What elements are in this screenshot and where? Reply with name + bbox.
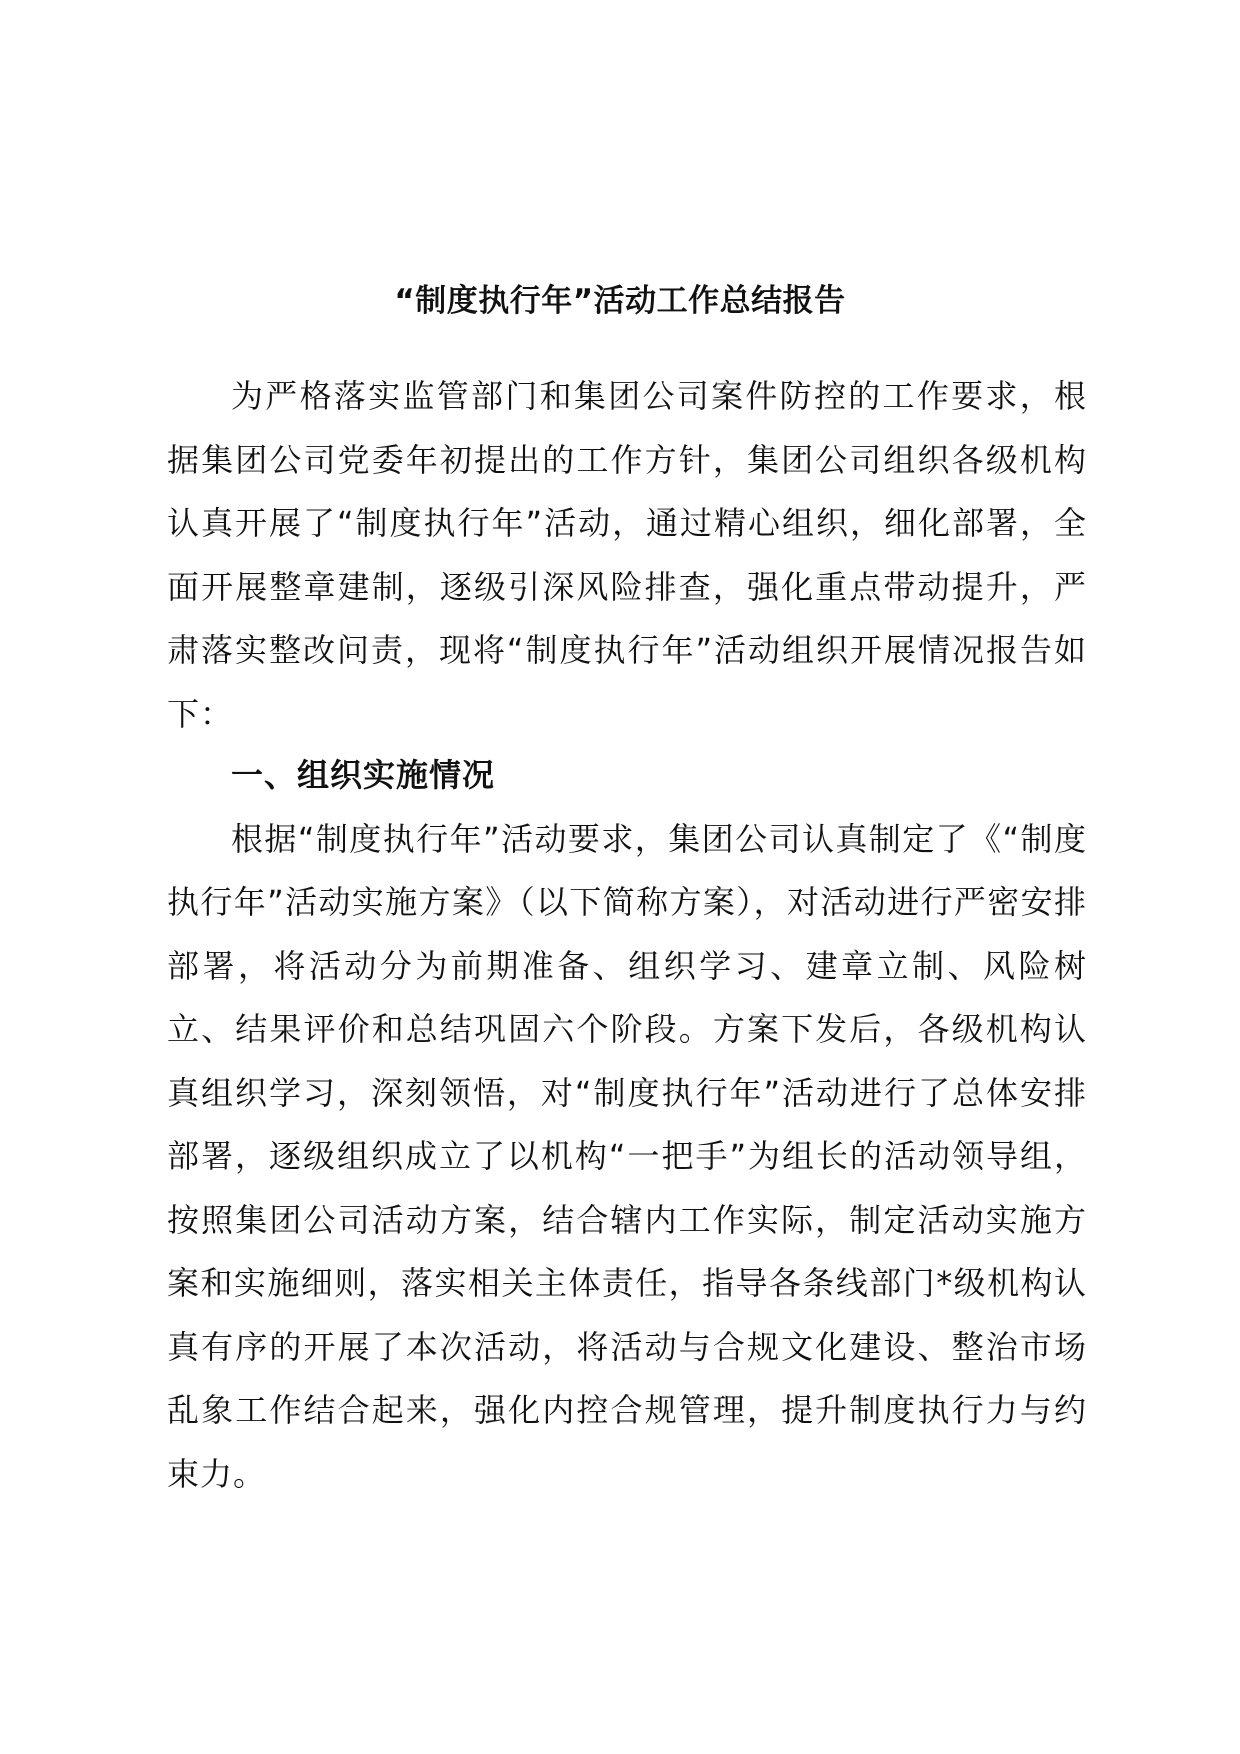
intro-section	[167, 365, 1087, 746]
intro-paragraph: 为严格落实监管部门和集团公司案件防控的工作要求，根据集团公司党委年初提出的工作方针，集团公司组织各级机构认真开展了“制度执行年”活动，通过精心组织，细化部署，全面开展整章建制，逐级引深风险排查，强化重点带动提升，严肃落实整改问责，现将“制度执行年”活动组织开展情况报告如下：	[167, 377, 1087, 733]
document-title: “制度执行年”活动工作总结报告	[394, 283, 846, 319]
section-1-paragraph: 根据“制度执行年”活动要求，集团公司认真制定了《“制度执行年”活动实施方案》（以下简称方案），对活动进行严密安排部署，将活动分为前期准备、组织学习、建章立制、风险树立、结果评价和总结巩固六个阶段。方案下发后，各级机构认真组织学习，深刻领悟，对“制度执行年”活动进行了总体安排部署，逐级组织成立了以机构“一把手”为组长的活动领导组，按照集团公司活动方案，结合辖内工作实际，制定活动实施方案和实施细则，落实相关主体责任，指导各条线部门*级机构认真有序的开展了本次活动，将活动与合规文化建设、整治市场乱象工作结合起来，强化内控合规管理，提升制度执行力与约束力。	[167, 819, 1087, 1493]
section-1-heading: 一、组织实施情况	[231, 756, 496, 794]
section-1	[167, 744, 1087, 1506]
